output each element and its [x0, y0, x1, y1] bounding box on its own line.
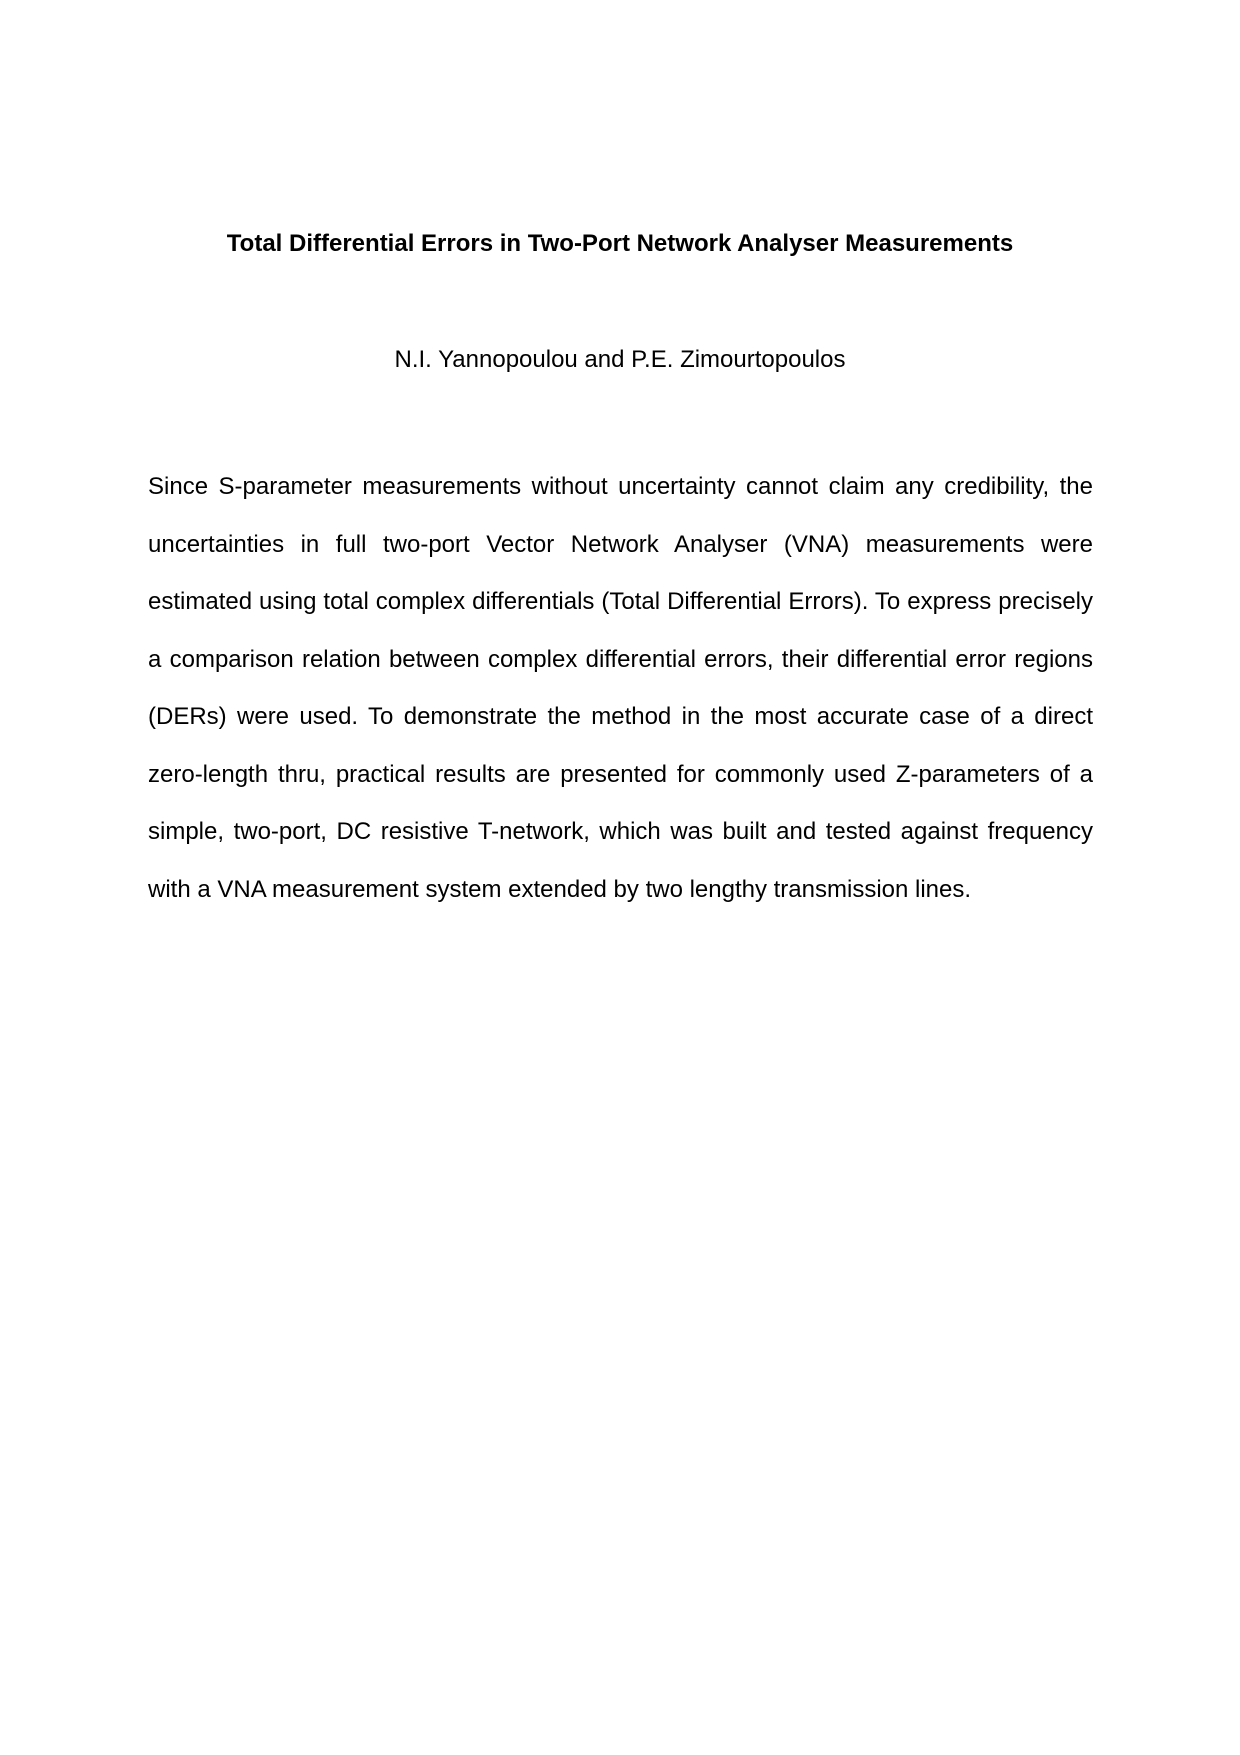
paper-title: Total Differential Errors in Two-Port Network Analyser Measurements	[226, 230, 1014, 257]
paper-abstract: Since S-parameter measurements without uncertainty cannot claim any credibility, the uncertainties in full two-port Vector Network Analyser (VNA) measurements were estimated using total complex differentials (Total Differential Errors). To express precisely a comparison relation between complex differential errors, their differential error regions (DERs) were used. To demonstrate the method in the most accurate case of a direct zero-length thru, practical results are presented for commonly used Z-parameters of a simple, two-port, DC resistive T-network, which was built and tested against frequency with a VNA measurement system extended by two lengthy transmission lines.	[148, 473, 1093, 903]
paper-authors: N.I. Yannopoulou and P.E. Zimourtopoulos	[394, 346, 846, 373]
